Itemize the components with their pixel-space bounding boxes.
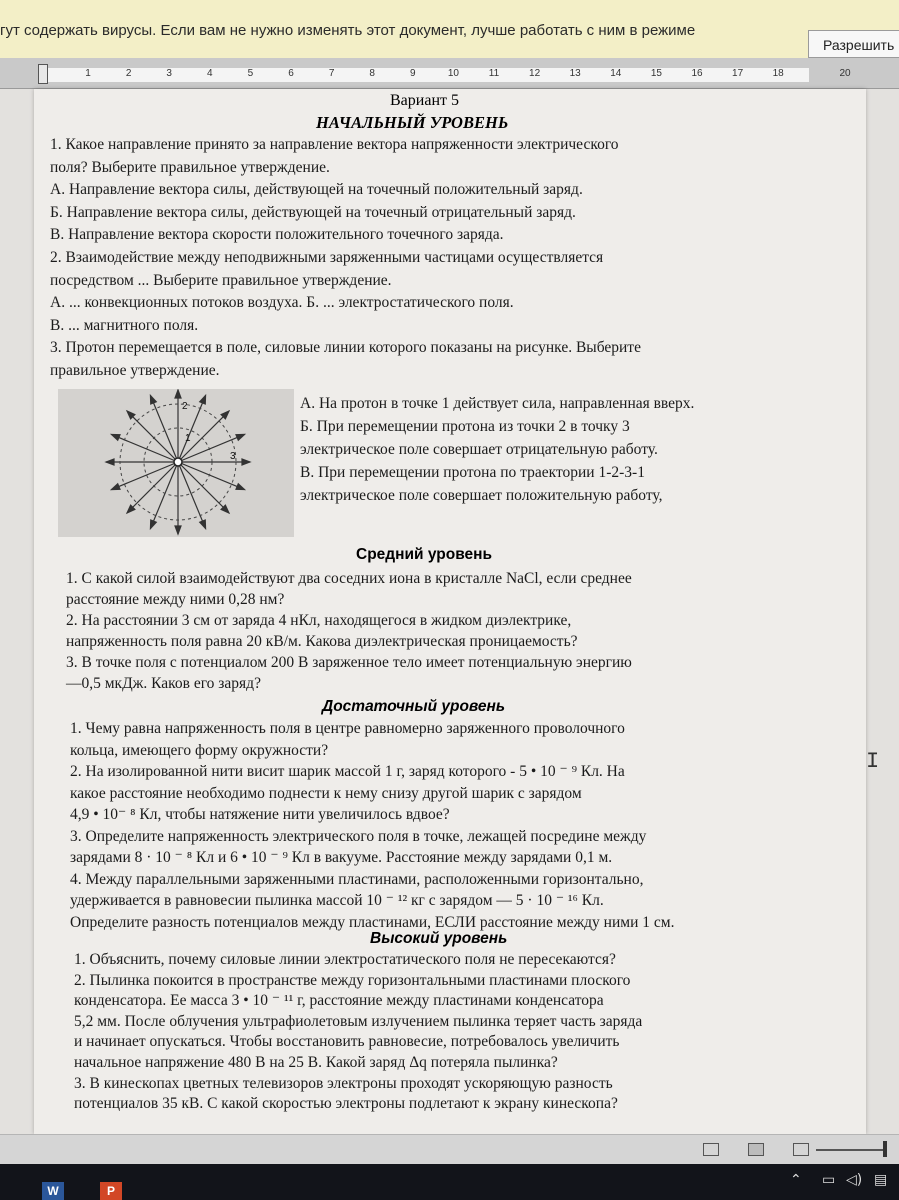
question-line: начальное напряжение 480 В на 25 В. Какой заряд Δq потеряла пылинка? (74, 1054, 558, 1071)
answer-option-line: А. На протон в точке 1 действует сила, направленная вверх. (300, 395, 695, 412)
ruler-tick-label: 2 (125, 68, 132, 79)
answer-option-line: электрическое поле совершает положительную работу, (300, 487, 663, 504)
ruler-tick-label: 3 (166, 68, 172, 79)
ruler-tick-label: 1 (85, 68, 91, 79)
question-line: 3. Протон перемещается в поле, силовые линии которого показаны на рисунке. Выберите (50, 339, 641, 357)
word-taskbar-icon[interactable]: W (42, 1182, 64, 1200)
answer-option-line: В. При перемещении протона по траектории 1-2-3-1 (300, 464, 645, 481)
field-line-arrow (236, 484, 245, 490)
question-line: удерживается в равновесии пылинка массой 10 ⁻ ¹² кг с зарядом — 5 · 10 ⁻ ¹⁶ Кл. (70, 892, 604, 909)
ruler-tick-label: 10 (447, 68, 459, 79)
indent-marker[interactable] (38, 64, 48, 84)
question-line: В. ... магнитного поля. (50, 316, 199, 334)
question-line: 3. В кинескопах цветных телевизоров электроны проходят ускоряющую разность (74, 1074, 613, 1092)
zoom-slider[interactable] (816, 1149, 886, 1151)
question-line: А. Направление вектора силы, действующей на точечный положительный заряд. (50, 181, 583, 199)
document-area[interactable] (0, 89, 899, 1134)
question-line: зарядами 8 · 10 ⁻ ⁸ Кл и 6 • 10 ⁻ ⁹ Кл в вакууме. Расстояние между зарядами 0,1 м. (70, 849, 613, 866)
ruler-tick-label: 16 (691, 68, 703, 79)
status-bar (0, 1134, 899, 1165)
horizontal-ruler[interactable] (0, 58, 899, 89)
question-line: напряженность поля равна 20 кВ/м. Какова диэлектрическая проницаемость? (66, 633, 578, 650)
ruler-tick-label: 4 (207, 68, 213, 79)
question-line: 2. На изолированной нити висит шарик массой 1 г, заряд которого - 5 • 10 ⁻ ⁹ Кл. На (70, 763, 625, 780)
field-line-arrow (106, 459, 114, 465)
web-layout-icon[interactable] (793, 1143, 809, 1156)
ruler-tick-label: 7 (328, 68, 335, 79)
ruler-tick-label: 12 (529, 68, 541, 79)
question-line: Б. Направление вектора силы, действующей на точечный отрицательный заряд. (50, 203, 576, 221)
field-line (127, 411, 178, 462)
ruler-tick-label: 14 (610, 68, 622, 79)
taskbar (0, 1164, 899, 1200)
ruler-tick-label: 11 (488, 68, 500, 79)
notifications-icon[interactable]: ▤ (874, 1172, 888, 1188)
field-line-arrow (236, 434, 245, 440)
field-line-arrow (111, 484, 120, 490)
question-line: потенциалов 35 кВ. С какой скоростью электроны подлетают к экрану кинескопа? (74, 1095, 618, 1113)
level-basic-heading: НАЧАЛЬНЫЙ УРОВЕНЬ (316, 113, 509, 132)
question-line: Определите разность потенциалов между пластинами, ЕСЛИ расстояние между ними 1 см. (70, 913, 675, 931)
level-sufficient-heading: Достаточный уровень (322, 698, 506, 715)
field-line (178, 462, 229, 513)
question-line: и начинает опускаться. Чтобы восстановить равновесие, потребовалось увеличить (74, 1033, 620, 1051)
answer-option-line: электрическое поле совершает отрицательную работу. (300, 441, 658, 458)
point-3-label: 3 (230, 451, 236, 462)
question-line: А. ... конвекционных потоков воздуха. Б. ... электростатического поля. (50, 294, 514, 312)
question-line: 1. Чему равна напряженность поля в центре равномерно заряженного проволочного (70, 720, 625, 737)
enable-editing-button[interactable]: Разрешить (808, 30, 899, 58)
point-1-label: 1 (185, 433, 191, 444)
print-layout-icon[interactable] (748, 1143, 764, 1156)
question-line: кольца, имеющего форму окружности? (70, 741, 329, 759)
question-line: 4. Между параллельными заряженными пластинами, расположенными горизонтально, (70, 870, 644, 888)
network-icon[interactable]: ▭ (822, 1172, 836, 1188)
field-line-arrow (200, 395, 206, 404)
field-line-arrow (175, 526, 181, 534)
ruler-tick-label: 15 (650, 68, 662, 79)
question-line: 2. На расстоянии 3 см от заряда 4 нКл, находящегося в жидком диэлектрике, (66, 612, 572, 629)
protected-view-bar (0, 0, 899, 59)
ruler-tick-label: 20 (839, 68, 851, 79)
ruler-tick-label: 17 (732, 68, 744, 79)
question-line: 4,9 • 10⁻ ⁸ Кл, чтобы натяжение нити увеличилось вдвое? (70, 806, 450, 823)
question-line: расстояние между ними 0,28 нм? (66, 591, 285, 608)
question-line: 1. Какое направление принято за направление вектора напряженности электрического (50, 136, 619, 153)
center-charge (174, 458, 182, 466)
question-line: В. Направление вектора скорости положительного точечного заряда. (50, 226, 504, 244)
question-line: правильное утверждение. (50, 362, 220, 379)
question-line: 2. Взаимодействие между неподвижными заряженными частицами осуществляется (50, 249, 604, 266)
question-line: 3. Определите напряженность электрического поля в точке, лежащей посредине между (70, 827, 647, 845)
chevron-up-icon[interactable]: ⌃ (790, 1172, 802, 1188)
volume-icon[interactable]: ◁) (846, 1172, 863, 1188)
field-lines-figure (58, 389, 294, 537)
ruler-tick-label: 9 (410, 68, 416, 79)
field-line-arrow (111, 434, 120, 440)
field-line-arrow (242, 459, 250, 465)
ruler-tick-label: 8 (369, 68, 375, 79)
field-line-arrow (150, 395, 156, 404)
field-line-arrow (200, 520, 206, 529)
question-line: 5,2 мм. После облучения ультрафиолетовым излучением пылинка теряет часть заряда (74, 1012, 643, 1030)
powerpoint-taskbar-icon[interactable]: P (100, 1182, 122, 1200)
ruler-tick-label: 18 (772, 68, 784, 79)
point-2-label: 2 (182, 401, 188, 412)
question-line: 1. С какой силой взаимодействуют два соседних иона в кристалле NaCl, если среднее (66, 570, 632, 587)
read-mode-icon[interactable] (703, 1143, 719, 1156)
question-line: 1. Объяснить, почему силовые линии электростатического поля не пересекаются? (74, 951, 616, 968)
level-high-heading: Высокий уровень (370, 930, 508, 947)
question-line: поля? Выберите правильное утверждение. (50, 158, 330, 176)
field-line (127, 462, 178, 513)
question-line: какое расстояние необходимо поднести к нему снизу другой шарик с зарядом (70, 784, 582, 802)
question-line: 2. Пылинка покоится в пространстве между горизонтальными пластинами плоского (74, 971, 631, 989)
question-line: конденсатора. Ее масса 3 • 10 ⁻ ¹¹ г, расстояние между пластинами конденсатора (74, 992, 604, 1010)
field-line-arrow (175, 390, 181, 398)
question-line: —0,5 мкДж. Каков его заряд? (66, 675, 261, 692)
text-cursor-icon: I (866, 749, 880, 774)
document-page[interactable] (34, 89, 866, 1134)
protected-view-message: гут содержать вирусы. Если вам не нужно изменять этот документ, лучше работать с ним в режиме (0, 22, 696, 39)
level-medium-heading: Средний уровень (356, 546, 493, 563)
zoom-slider-thumb[interactable] (883, 1141, 887, 1157)
question-line: 3. В точке поля с потенциалом 200 В заряженное тело имеет потенциальную энергию (66, 654, 632, 671)
ruler-tick-label: 5 (247, 68, 254, 79)
field-line-arrow (150, 520, 156, 529)
ruler-tick-label: 13 (569, 68, 581, 79)
answer-option-line: Б. При перемещении протона из точки 2 в точку 3 (300, 418, 630, 435)
ruler-tick-label: 6 (288, 68, 294, 79)
question-line: посредством ... Выберите правильное утверждение. (50, 271, 392, 289)
variant-title: Вариант 5 (390, 92, 459, 109)
